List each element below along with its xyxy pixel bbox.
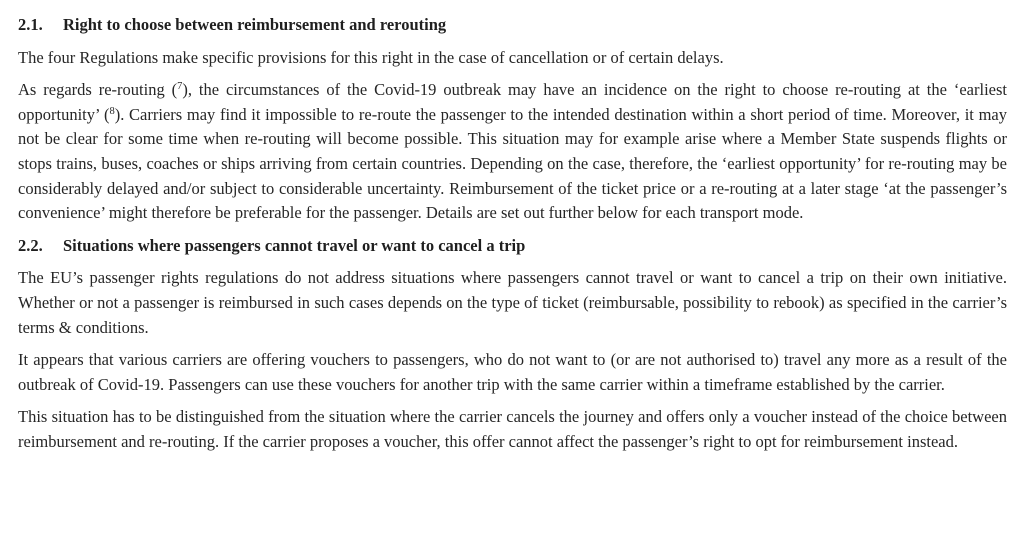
text-run: The four Regulations make specific provisions for this right in the case of cancellation or of certain delays. [18,47,724,67]
heading-number: 2.1. [18,15,43,34]
section-heading [18,234,1007,259]
section-heading [18,13,1007,38]
text-run: This situation has to be distinguished from the situation where the carrier cancels the journey and offers only a voucher instead of the choice between reimbursement and re-routing. If the carrier proposes a voucher, this offer cannot affect the passenger’s right to opt for reimbursement instead. [18,407,1007,451]
footnote-ref-8: 8 [109,105,115,117]
paragraph [18,348,1007,397]
text-run: ), the circumstances of the Covid-19 outbreak may have an incidence on the right to choose re-routing at the ‘earliest opportunity’ ( [18,80,1007,124]
text-run: ). Carriers may find it impossible to re-route the passenger to the intended destination within a short period of time. Moreover, it may not be clear for some time when re-routing will become possible. This situation may for example arise where a Member State suspends flights or stops trains, buses, coaches or ships arriving from certain countries. Depending on the case, therefore, the ‘earliest opportunity’ for re-routing may be considerably delayed and/or subject to considerable uncertainty. Reimbursement of the ticket price or a re-routing at a later stage ‘at the passenger’s convenience’ might therefore be preferable for the passenger. Details are set out further below for each transport mode. [18,104,1007,223]
paragraph [18,266,1007,340]
paragraph [18,78,1007,226]
heading-title: Right to choose between reimbursement and rerouting [63,15,447,34]
section-2-1 [18,13,1007,226]
text-run: As regards re-routing ( [18,80,178,100]
footnote-ref-7: 7 [177,81,183,93]
paragraph [18,405,1007,454]
heading-number: 2.2. [18,235,43,255]
text-run: It appears that various carriers are offering vouchers to passengers, who do not want to (or are not authorised to) travel any more as a result of the outbreak of Covid-19. Passengers can use these vouchers for another trip with the same carrier within a timeframe established by the carrier. [18,350,1007,394]
text-run: The EU’s passenger rights regulations do not address situations where passengers cannot travel or want to cancel a trip on their own initiative. Whether or not a passenger is reimbursed in such cases depends on the type of ticket (reimbursable, possibility to rebook) as specified in the carrier’s terms & conditions. [18,268,1007,337]
heading-title: Situations where passengers cannot travel or want to cancel a trip [63,235,526,255]
paragraph [18,46,1007,71]
section-2-2 [18,234,1007,455]
